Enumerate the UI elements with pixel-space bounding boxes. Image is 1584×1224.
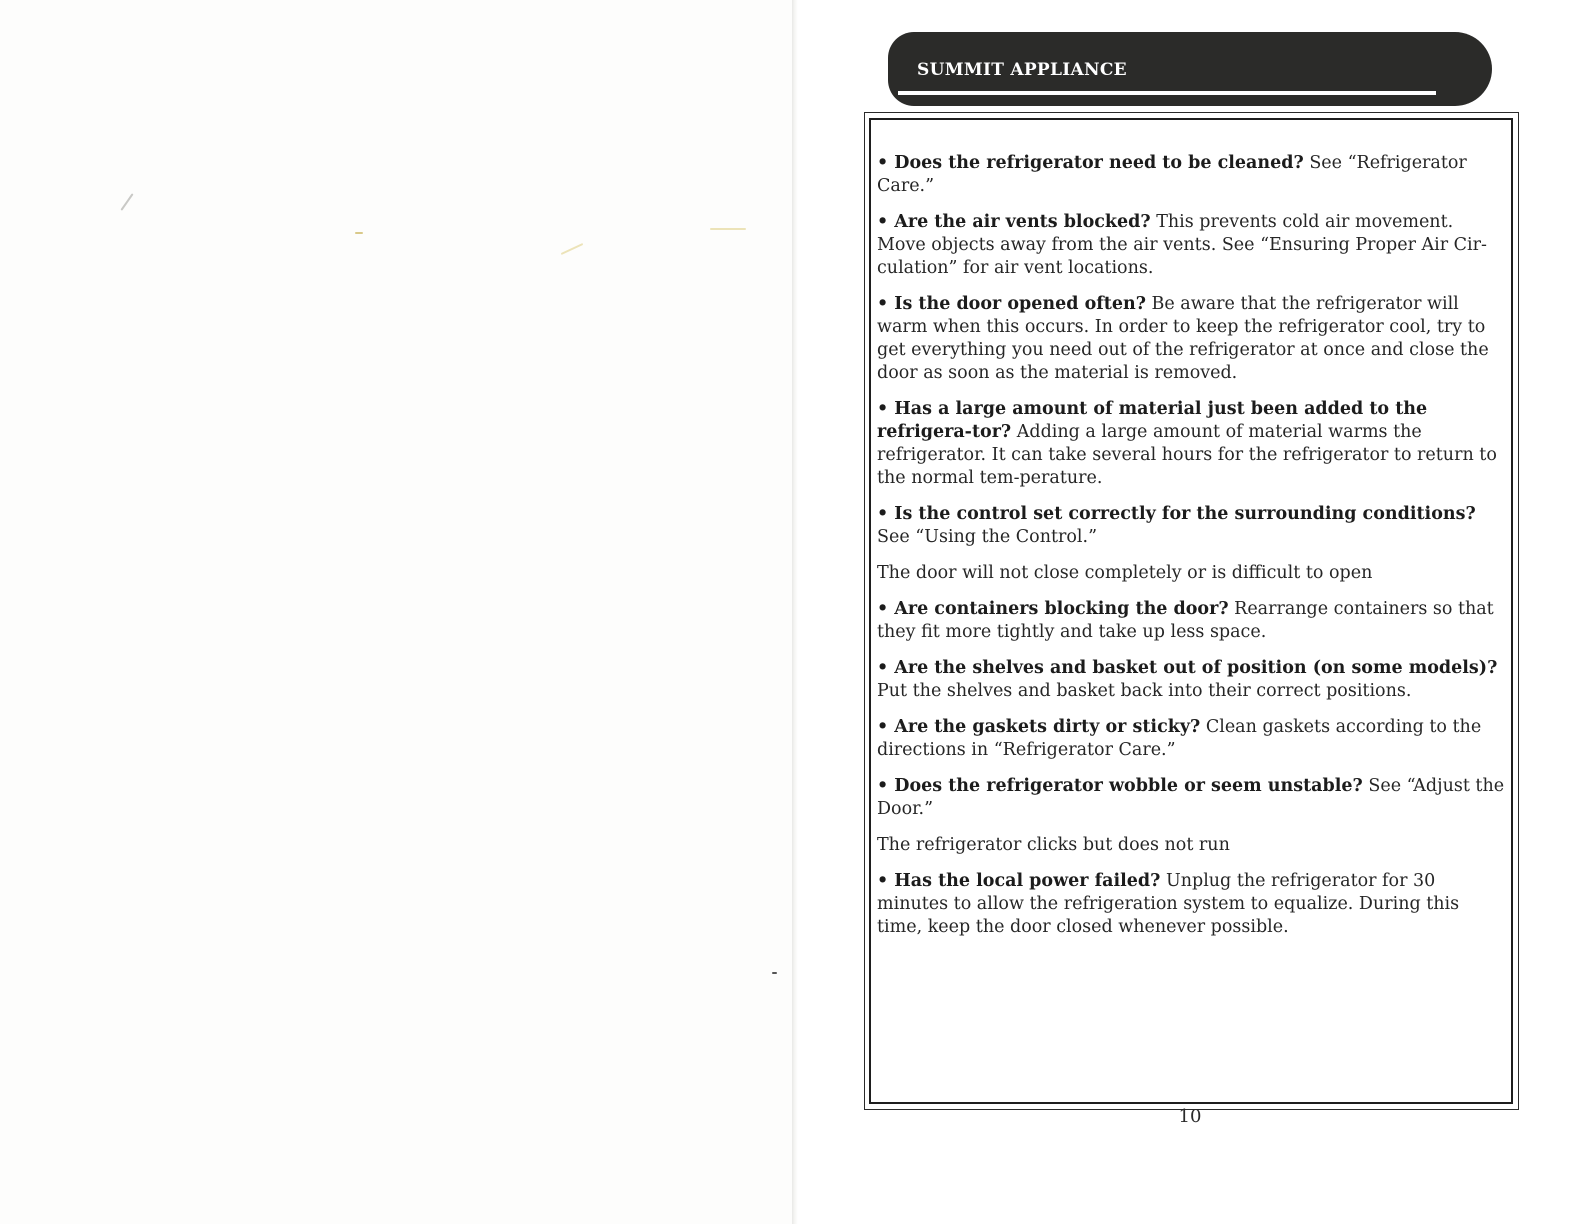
- item-question: • Has a large amount of material just been added to the refrigera-tor?: [877, 399, 1428, 442]
- paper-speck: [355, 232, 363, 234]
- item-answer: See “Using the Control.”: [877, 527, 1098, 547]
- troubleshooting-item: [877, 211, 1505, 280]
- paper-speck: [561, 243, 584, 255]
- section-heading-clicks: The refrigerator clicks but does not run: [877, 835, 1230, 855]
- troubleshooting-item: [877, 775, 1505, 821]
- item-question: • Has the local power failed?: [877, 871, 1161, 891]
- troubleshooting-item: [877, 870, 1505, 939]
- paper-speck: [772, 972, 777, 974]
- troubleshooting-item: [877, 152, 1505, 198]
- item-answer: Unplug the refrigerator for 30 minutes to allow the refrigeration system to equalize. During this time, keep the door closed whenever possible.: [877, 871, 1460, 937]
- item-question: • Are the gaskets dirty or sticky?: [877, 717, 1201, 737]
- page-number: 10: [1178, 1106, 1202, 1127]
- troubleshooting-item: [877, 657, 1505, 703]
- item-answer: See “Adjust the Door.”: [877, 776, 1505, 819]
- troubleshooting-item: [877, 503, 1505, 549]
- troubleshooting-box: [869, 118, 1513, 1104]
- item-answer: Be aware that the refrigerator will warm when this occurs. In order to keep the refrigerator cool, try to get everything you need out of the refrigerator at once and close the door as soon as the material is removed.: [877, 294, 1489, 383]
- paper-speck: [120, 193, 133, 211]
- item-question: • Are the shelves and basket out of position (on some models)?: [877, 658, 1498, 678]
- item-answer: See “Refrigerator Care.”: [877, 153, 1467, 196]
- troubleshooting-item: [877, 598, 1505, 644]
- troubleshooting-item: [877, 398, 1505, 490]
- paper-speck: [710, 228, 746, 230]
- item-question: • Is the control set correctly for the surrounding conditions?: [877, 504, 1476, 524]
- item-question: • Is the door opened often?: [877, 294, 1146, 314]
- troubleshooting-item: [877, 716, 1505, 762]
- item-answer: This prevents cold air movement. Move objects away from the air vents. See “Ensuring Proper Air Cir-culation” for air vent locations.: [877, 212, 1487, 278]
- item-answer: Adding a large amount of material warms the refrigerator. It can take several hours for the refrigerator to return to the normal tem-perature.: [877, 422, 1497, 488]
- item-answer: Clean gaskets according to the directions in “Refrigerator Care.”: [877, 717, 1482, 760]
- troubleshooting-item: [877, 293, 1505, 385]
- item-question: • Are the air vents blocked?: [877, 212, 1151, 232]
- item-question: • Does the refrigerator wobble or seem unstable?: [877, 776, 1363, 796]
- header-title: SUMMIT APPLIANCE: [917, 60, 1127, 80]
- header-rule: [898, 91, 1436, 95]
- item-answer: Rearrange containers so that they fit more tightly and take up less space.: [877, 599, 1494, 642]
- item-question: • Does the refrigerator need to be cleaned?: [877, 153, 1304, 173]
- item-question: • Are containers blocking the door?: [877, 599, 1229, 619]
- section-heading-door: The door will not close completely or is difficult to open: [877, 563, 1373, 583]
- item-answer: Put the shelves and basket back into their correct positions.: [877, 681, 1412, 701]
